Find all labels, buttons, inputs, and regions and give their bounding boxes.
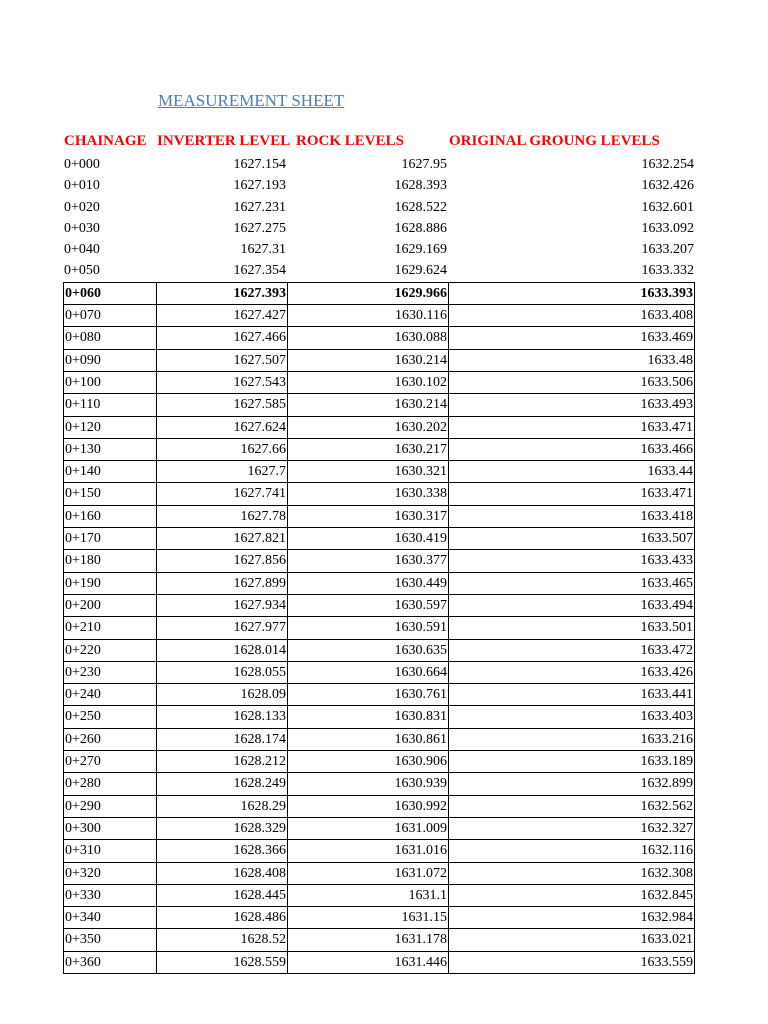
ground-level-cell: 1632.984 bbox=[448, 907, 695, 928]
rock-level-cell: 1628.393 bbox=[394, 178, 447, 194]
table-row bbox=[63, 482, 695, 504]
rock-level-cell: 1630.202 bbox=[287, 417, 448, 438]
chainage-cell: 0+180 bbox=[63, 550, 156, 571]
table-row bbox=[63, 326, 695, 348]
rock-level-cell: 1630.321 bbox=[287, 461, 448, 482]
sheet-title: MEASUREMENT SHEET bbox=[158, 91, 345, 110]
table-row bbox=[63, 683, 695, 705]
chainage-cell: 0+260 bbox=[63, 729, 156, 750]
table-row bbox=[63, 951, 695, 974]
inverter-level-cell: 1627.354 bbox=[233, 263, 286, 279]
inverter-level-cell: 1627.154 bbox=[233, 157, 286, 172]
rock-level-cell: 1631.15 bbox=[287, 907, 448, 928]
inverter-level-cell: 1628.055 bbox=[156, 662, 287, 683]
ground-level-cell: 1633.441 bbox=[448, 684, 695, 705]
inverter-level-cell: 1627.78 bbox=[156, 506, 287, 527]
chainage-cell: 0+250 bbox=[63, 706, 156, 727]
ground-level-cell: 1633.207 bbox=[641, 242, 694, 258]
table-row bbox=[63, 218, 695, 239]
table-row bbox=[63, 750, 695, 772]
rock-level-cell: 1628.522 bbox=[394, 199, 447, 215]
rock-level-cell: 1630.214 bbox=[287, 394, 448, 415]
ground-level-cell: 1633.408 bbox=[448, 305, 695, 326]
table-row bbox=[63, 639, 695, 661]
rock-level-cell: 1630.992 bbox=[287, 796, 448, 817]
chainage-cell: 0+360 bbox=[63, 952, 156, 973]
inverter-level-cell: 1628.366 bbox=[156, 840, 287, 861]
ground-level-cell: 1633.466 bbox=[448, 439, 695, 460]
ground-level-cell: 1632.899 bbox=[448, 773, 695, 794]
rock-level-cell: 1630.664 bbox=[287, 662, 448, 683]
rock-level-cell: 1630.449 bbox=[287, 573, 448, 594]
chainage-cell: 0+310 bbox=[63, 840, 156, 861]
chainage-cell: 0+210 bbox=[63, 617, 156, 638]
chainage-cell: 0+350 bbox=[63, 929, 156, 950]
table-row bbox=[63, 416, 695, 438]
inverter-level-cell: 1627.585 bbox=[156, 394, 287, 415]
rock-level-cell: 1630.102 bbox=[287, 372, 448, 393]
ground-level-cell: 1633.44 bbox=[448, 461, 695, 482]
rock-level-cell: 1630.419 bbox=[287, 528, 448, 549]
rock-level-cell: 1628.886 bbox=[394, 220, 447, 236]
inverter-level-cell: 1628.29 bbox=[156, 796, 287, 817]
table-row bbox=[63, 438, 695, 460]
inverter-level-cell: 1628.408 bbox=[156, 863, 287, 884]
inverter-level-cell: 1627.427 bbox=[156, 305, 287, 326]
inverter-level-cell: 1627.899 bbox=[156, 573, 287, 594]
rock-level-cell: 1630.761 bbox=[287, 684, 448, 705]
chainage-cell: 0+130 bbox=[63, 439, 156, 460]
table-row bbox=[63, 282, 695, 304]
ground-level-cell: 1633.501 bbox=[448, 617, 695, 638]
rock-level-cell: 1631.072 bbox=[287, 863, 448, 884]
chainage-cell: 0+160 bbox=[63, 506, 156, 527]
ground-level-cell: 1632.254 bbox=[641, 157, 694, 172]
inverter-level-cell: 1627.977 bbox=[156, 617, 287, 638]
ground-level-cell: 1633.469 bbox=[448, 327, 695, 348]
rock-level-cell: 1629.966 bbox=[287, 283, 448, 304]
inverter-level-cell: 1627.934 bbox=[156, 595, 287, 616]
header-inverter-level: INVERTER LEVEL bbox=[157, 133, 291, 149]
ground-level-cell: 1633.471 bbox=[448, 417, 695, 438]
inverter-level-cell: 1628.09 bbox=[156, 684, 287, 705]
chainage-cell: 0+110 bbox=[63, 394, 156, 415]
ground-level-cell: 1633.559 bbox=[448, 952, 695, 973]
rock-level-cell: 1631.446 bbox=[287, 952, 448, 973]
rock-level-cell: 1631.009 bbox=[287, 818, 448, 839]
chainage-cell: 0+060 bbox=[63, 283, 156, 304]
rock-level-cell: 1630.591 bbox=[287, 617, 448, 638]
inverter-level-cell: 1627.7 bbox=[156, 461, 287, 482]
chainage-cell: 0+120 bbox=[63, 417, 156, 438]
table-row bbox=[63, 393, 695, 415]
table-row bbox=[63, 505, 695, 527]
rock-level-cell: 1630.906 bbox=[287, 751, 448, 772]
table-row bbox=[63, 527, 695, 549]
ground-level-cell: 1633.021 bbox=[448, 929, 695, 950]
ground-level-cell: 1632.327 bbox=[448, 818, 695, 839]
inverter-level-cell: 1627.193 bbox=[233, 178, 286, 194]
chainage-cell: 0+280 bbox=[63, 773, 156, 794]
table-row bbox=[63, 239, 695, 260]
table-row bbox=[63, 371, 695, 393]
table-row bbox=[63, 884, 695, 906]
inverter-level-cell: 1628.486 bbox=[156, 907, 287, 928]
chainage-cell: 0+040 bbox=[64, 242, 100, 258]
inverter-level-cell: 1627.66 bbox=[156, 439, 287, 460]
rock-level-cell: 1630.635 bbox=[287, 640, 448, 661]
chainage-cell: 0+220 bbox=[63, 640, 156, 661]
inverter-level-cell: 1628.249 bbox=[156, 773, 287, 794]
ground-level-cell: 1633.433 bbox=[448, 550, 695, 571]
rock-level-cell: 1631.178 bbox=[287, 929, 448, 950]
chainage-cell: 0+200 bbox=[63, 595, 156, 616]
inverter-level-cell: 1628.329 bbox=[156, 818, 287, 839]
table-row bbox=[63, 661, 695, 683]
rock-level-cell: 1630.116 bbox=[287, 305, 448, 326]
chainage-cell: 0+330 bbox=[63, 885, 156, 906]
ground-level-cell: 1633.393 bbox=[448, 283, 695, 304]
chainage-cell: 0+340 bbox=[63, 907, 156, 928]
ground-level-cell: 1632.426 bbox=[641, 178, 694, 194]
table-row bbox=[63, 616, 695, 638]
ground-level-cell: 1632.845 bbox=[448, 885, 695, 906]
rock-level-cell: 1630.217 bbox=[287, 439, 448, 460]
table-row bbox=[63, 772, 695, 794]
chainage-cell: 0+170 bbox=[63, 528, 156, 549]
inverter-level-cell: 1627.393 bbox=[156, 283, 287, 304]
chainage-cell: 0+270 bbox=[63, 751, 156, 772]
column-header-row bbox=[63, 133, 695, 153]
inverter-level-cell: 1627.741 bbox=[156, 483, 287, 504]
table-row bbox=[63, 928, 695, 950]
rock-level-cell: 1630.597 bbox=[287, 595, 448, 616]
ground-level-cell: 1633.092 bbox=[641, 220, 694, 236]
ground-level-cell: 1632.562 bbox=[448, 796, 695, 817]
chainage-cell: 0+070 bbox=[63, 305, 156, 326]
inverter-level-cell: 1627.507 bbox=[156, 350, 287, 371]
inverter-level-cell: 1628.133 bbox=[156, 706, 287, 727]
rock-level-cell: 1630.338 bbox=[287, 483, 448, 504]
table-row bbox=[63, 572, 695, 594]
table-row bbox=[63, 839, 695, 861]
header-rock-levels: ROCK LEVELS bbox=[296, 133, 404, 149]
table-row bbox=[63, 594, 695, 616]
inverter-level-cell: 1627.275 bbox=[233, 220, 286, 236]
chainage-cell: 0+020 bbox=[64, 199, 100, 215]
chainage-cell: 0+000 bbox=[64, 157, 100, 172]
rock-level-cell: 1627.95 bbox=[401, 157, 447, 172]
rock-level-cell: 1630.831 bbox=[287, 706, 448, 727]
inverter-level-cell: 1628.445 bbox=[156, 885, 287, 906]
ground-level-cell: 1633.506 bbox=[448, 372, 695, 393]
rock-level-cell: 1630.377 bbox=[287, 550, 448, 571]
inverter-level-cell: 1628.52 bbox=[156, 929, 287, 950]
ground-level-cell: 1633.332 bbox=[641, 263, 694, 279]
chainage-cell: 0+010 bbox=[64, 178, 100, 194]
chainage-cell: 0+290 bbox=[63, 796, 156, 817]
table-row bbox=[63, 862, 695, 884]
ground-level-cell: 1633.493 bbox=[448, 394, 695, 415]
ground-level-cell: 1633.465 bbox=[448, 573, 695, 594]
ground-level-cell: 1633.471 bbox=[448, 483, 695, 504]
table-row bbox=[63, 197, 695, 218]
measurement-table bbox=[63, 154, 695, 974]
inverter-level-cell: 1628.212 bbox=[156, 751, 287, 772]
table-row bbox=[63, 817, 695, 839]
chainage-cell: 0+230 bbox=[63, 662, 156, 683]
ground-level-cell: 1633.472 bbox=[448, 640, 695, 661]
table-row bbox=[63, 460, 695, 482]
ground-level-cell: 1633.418 bbox=[448, 506, 695, 527]
ground-level-cell: 1633.189 bbox=[448, 751, 695, 772]
rock-level-cell: 1630.939 bbox=[287, 773, 448, 794]
table-row bbox=[63, 304, 695, 326]
ground-level-cell: 1633.494 bbox=[448, 595, 695, 616]
chainage-cell: 0+050 bbox=[64, 263, 100, 279]
table-row bbox=[63, 154, 695, 175]
chainage-cell: 0+240 bbox=[63, 684, 156, 705]
inverter-level-cell: 1627.624 bbox=[156, 417, 287, 438]
inverter-level-cell: 1627.856 bbox=[156, 550, 287, 571]
inverter-level-cell: 1628.559 bbox=[156, 952, 287, 973]
table-row bbox=[63, 906, 695, 928]
ground-level-cell: 1632.116 bbox=[448, 840, 695, 861]
ground-level-cell: 1633.426 bbox=[448, 662, 695, 683]
inverter-level-cell: 1627.821 bbox=[156, 528, 287, 549]
chainage-cell: 0+100 bbox=[63, 372, 156, 393]
table-row bbox=[63, 795, 695, 817]
chainage-cell: 0+150 bbox=[63, 483, 156, 504]
inverter-level-cell: 1627.466 bbox=[156, 327, 287, 348]
table-row bbox=[63, 728, 695, 750]
ground-level-cell: 1633.403 bbox=[448, 706, 695, 727]
chainage-cell: 0+140 bbox=[63, 461, 156, 482]
chainage-cell: 0+320 bbox=[63, 863, 156, 884]
ground-level-cell: 1633.216 bbox=[448, 729, 695, 750]
rock-level-cell: 1630.214 bbox=[287, 350, 448, 371]
header-chainage: CHAINAGE bbox=[64, 133, 147, 149]
inverter-level-cell: 1627.231 bbox=[233, 199, 286, 215]
ground-level-cell: 1632.601 bbox=[641, 199, 694, 215]
table-row bbox=[63, 349, 695, 371]
header-original-ground-levels: ORIGINAL GROUNG LEVELS bbox=[449, 133, 660, 149]
chainage-cell: 0+300 bbox=[63, 818, 156, 839]
chainage-cell: 0+190 bbox=[63, 573, 156, 594]
inverter-level-cell: 1628.014 bbox=[156, 640, 287, 661]
table-row bbox=[63, 260, 695, 281]
rock-level-cell: 1630.861 bbox=[287, 729, 448, 750]
rock-level-cell: 1629.169 bbox=[394, 242, 447, 258]
rock-level-cell: 1630.317 bbox=[287, 506, 448, 527]
inverter-level-cell: 1628.174 bbox=[156, 729, 287, 750]
table-row bbox=[63, 549, 695, 571]
ground-level-cell: 1632.308 bbox=[448, 863, 695, 884]
ground-level-cell: 1633.507 bbox=[448, 528, 695, 549]
chainage-cell: 0+080 bbox=[63, 327, 156, 348]
ground-level-cell: 1633.48 bbox=[448, 350, 695, 371]
rock-level-cell: 1631.1 bbox=[287, 885, 448, 906]
chainage-cell: 0+030 bbox=[64, 220, 100, 236]
rock-level-cell: 1629.624 bbox=[394, 263, 447, 279]
inverter-level-cell: 1627.31 bbox=[240, 242, 286, 258]
rock-level-cell: 1631.016 bbox=[287, 840, 448, 861]
chainage-cell: 0+090 bbox=[63, 350, 156, 371]
table-row bbox=[63, 175, 695, 196]
rock-level-cell: 1630.088 bbox=[287, 327, 448, 348]
table-row bbox=[63, 705, 695, 727]
inverter-level-cell: 1627.543 bbox=[156, 372, 287, 393]
